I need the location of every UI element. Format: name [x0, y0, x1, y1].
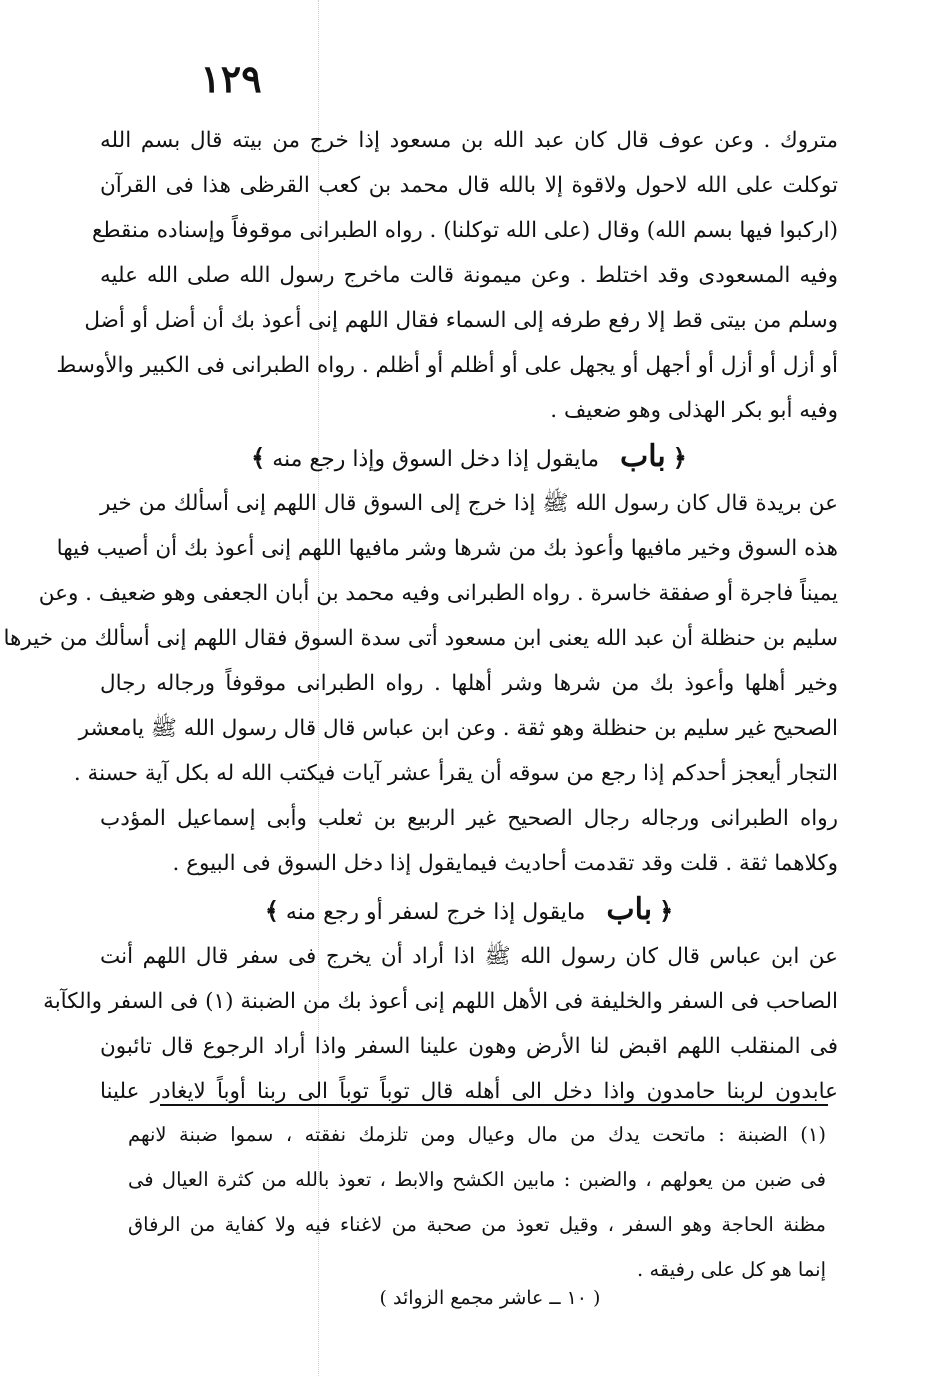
text-line: وخير أهلها وأعوذ بك من شرها وشر أهلها . رواه الطبرانى موقوفاً ورجاله رجال [100, 671, 838, 696]
text-line: أو أزل أو أزل أو أجهل أو يجهل على أو أظلم أو أظلم . رواه الطبرانى فى الكبير والأوسط [56, 353, 838, 378]
footnote-divider [160, 1104, 828, 1106]
heading-title: مايقول إذا دخل السوق وإذا رجع منه [272, 447, 600, 472]
heading-close-bracket: ﴾ [264, 896, 279, 925]
heading-bab-label: باب [606, 892, 653, 927]
text-line: الصاحب فى السفر والخليفة فى الأهل اللهم إنى أعوذ بك من الضبنة (١) فى السفر والكآبة [43, 989, 838, 1014]
heading-open-bracket: ﴿ [659, 896, 674, 925]
text-line: وفيه أبو بكر الهذلى وهو ضعيف . [550, 398, 838, 423]
text-line: (اركبوا فيها بسم الله) وقال (على الله توكلنا) . رواه الطبرانى موقوفاً وإسناده منقطع [91, 218, 838, 243]
footnote-line: إنما هو كل على رفيقه . [637, 1258, 826, 1281]
print-signature: ( ١٠ ــ عاشر مجمع الزوائد ) [379, 1287, 601, 1309]
text-line: عن ابن عباس قال كان رسول الله ﷺ اذا أراد أن يخرج فى سفر قال اللهم أنت [100, 944, 838, 969]
text-line: يميناً فاجرة أو صفقة خاسرة . رواه الطبرانى وفيه محمد بن أبان الجعفى وهو ضعيف . وعن [38, 581, 838, 606]
heading-bab-label: باب [620, 439, 666, 474]
chapter-heading [100, 433, 838, 481]
text-line: متروك . وعن عوف قال كان عبد الله بن مسعود إذا خرج من بيته قال بسم الله [100, 128, 838, 153]
footnote-line: مظنة الحاجة وهو السفر ، وقيل تعوذ من صحبة من لاغناء فيه ولا كفاية من الرفاق [128, 1213, 826, 1236]
text-line: عابدون لربنا حامدون واذا دخل الى أهله قال توباً توباً الى ربنا أوباً لايغادر علينا [100, 1079, 838, 1104]
text-line: عن بريدة قال كان رسول الله ﷺ إذا خرج إلى السوق قال اللهم إنى أسألك من خير [100, 491, 838, 516]
text-line: رواه الطبرانى ورجاله رجال الصحيح غير الربيع بن ثعلب وأبى إسماعيل المؤدب [100, 806, 838, 831]
heading-title: مايقول إذا خرج لسفر أو رجع منه [285, 900, 586, 925]
text-line: وكلاهما ثقة . قلت وقد تقدمت أحاديث فيمايقول إذا دخل السوق فى البيوع . [172, 851, 838, 876]
text-line: وفيه المسعودى وقد اختلط . وعن ميمونة قالت ماخرج رسول الله صلى الله عليه [100, 263, 838, 288]
main-text-block [3, 118, 838, 1114]
text-line: التجار أيعجز أحدكم إذا رجع من سوقه أن يقرأ عشر آيات فيكتب الله له بكل آية حسنة . [73, 761, 838, 786]
footnote-line: فى ضبن من يعولهم ، والضبن : مابين الكشح والابط ، تعوذ بالله من كثرة العيال فى [128, 1168, 826, 1191]
heading-open-bracket: ﴿ [672, 443, 687, 472]
text-line: سليم بن حنظلة أن عبد الله يعنى ابن مسعود أتى سدة السوق فقال اللهم إنى أسألك من خيرها [3, 626, 838, 651]
heading-close-bracket: ﴾ [251, 443, 266, 472]
text-line: وسلم من بيتى قط إلا رفع طرفه إلى السماء فقال اللهم إنى أعوذ بك أن أضل أو أضل [84, 308, 838, 333]
footnotes-block [128, 1112, 826, 1292]
text-line: توكلت على الله لاحول ولاقوة إلا بالله قال محمد بن كعب القرظى هذا فى القرآن [100, 173, 838, 198]
page-number: ١٢٩ [200, 56, 262, 101]
text-line: فى المنقلب اللهم اقبض لنا الأرض وهون علينا السفر واذا أراد الرجوع قال تائبون [100, 1034, 838, 1059]
chapter-heading [100, 886, 838, 934]
text-line: هذه السوق وخير مافيها وأعوذ بك من شرها وشر مافيها اللهم إنى أعوذ بك أن أصيب فيها [56, 536, 838, 561]
footnote-line: (١) الضبنة : ماتحت يدك من مال وعيال ومن تلزمك نفقته ، سموا ضبنة لانهم [128, 1123, 826, 1146]
text-line: الصحيح غير سليم بن حنظلة وهو ثقة . وعن ابن عباس قال قال رسول الله ﷺ يامعشر [78, 716, 838, 741]
